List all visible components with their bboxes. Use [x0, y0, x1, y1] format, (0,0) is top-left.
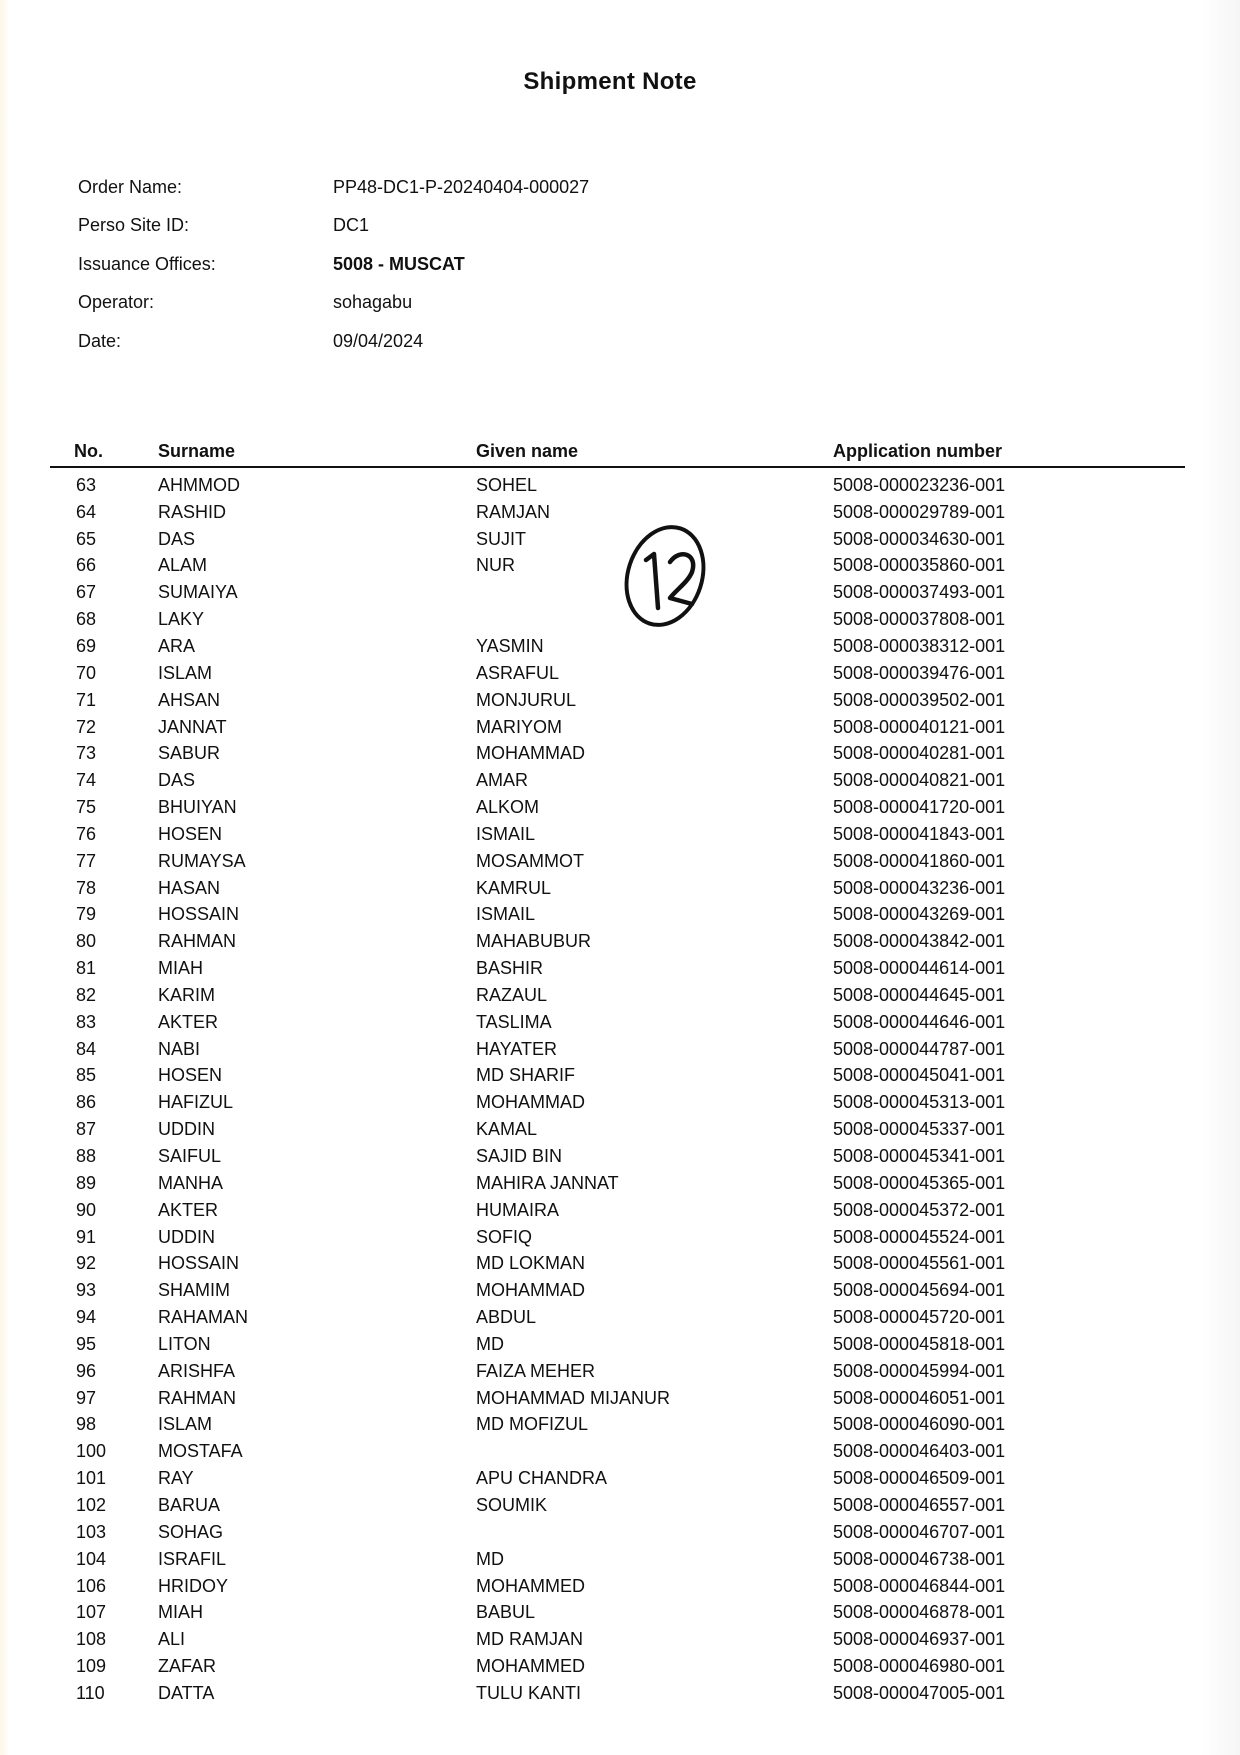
- cell-application-number: 5008-000046707-001: [833, 1521, 1006, 1542]
- cell-no: 93: [76, 1280, 97, 1301]
- cell-surname: ISRAFIL: [158, 1548, 227, 1569]
- cell-surname: MANHA: [158, 1172, 224, 1193]
- cell-no: 83: [76, 1011, 97, 1032]
- cell-no: 76: [76, 823, 97, 844]
- cell-application-number: 5008-000046878-001: [833, 1602, 1006, 1623]
- cell-surname: ARISHFA: [158, 1360, 236, 1381]
- table-row: [50, 902, 1185, 929]
- cell-no: 92: [76, 1253, 97, 1274]
- meta-row: [78, 168, 589, 207]
- cell-surname: ARA: [158, 635, 196, 656]
- cell-surname: RAHMAN: [158, 1387, 237, 1408]
- cell-no: 88: [76, 1146, 97, 1167]
- cell-no: 72: [76, 716, 97, 737]
- cell-no: 96: [76, 1360, 97, 1381]
- cell-given-name: TASLIMA: [476, 1011, 552, 1032]
- cell-application-number: 5008-000046090-001: [833, 1414, 1006, 1435]
- cell-application-number: 5008-000041720-001: [833, 797, 1006, 818]
- cell-no: 97: [76, 1387, 97, 1408]
- cell-given-name: ASRAFUL: [476, 662, 560, 683]
- cell-given-name: MD RAMJAN: [476, 1629, 583, 1650]
- cell-given-name: MOHAMMAD: [476, 1280, 585, 1301]
- cell-no: 69: [76, 635, 97, 656]
- handwritten-digit-2: [670, 554, 693, 604]
- cell-surname: ISLAM: [158, 662, 213, 683]
- meta-value: DC1: [333, 215, 370, 236]
- table-row: [50, 767, 1185, 794]
- table-row: [50, 1412, 1185, 1439]
- table-row: [50, 1224, 1185, 1251]
- table-row: [50, 1519, 1185, 1546]
- cell-surname: MOSTAFA: [158, 1441, 243, 1462]
- cell-no: 106: [76, 1575, 107, 1596]
- table-row: [50, 955, 1185, 982]
- cell-given-name: HAYATER: [476, 1038, 558, 1059]
- table-row: [50, 1358, 1185, 1385]
- cell-application-number: 5008-000023236-001: [833, 474, 1006, 495]
- cell-application-number: 5008-000037808-001: [833, 609, 1006, 630]
- cell-no: 102: [76, 1494, 107, 1515]
- cell-surname: HOSSAIN: [158, 904, 240, 925]
- cell-surname: BARUA: [158, 1494, 221, 1515]
- cell-given-name: NUR: [476, 555, 515, 576]
- cell-application-number: 5008-000045337-001: [833, 1119, 1006, 1140]
- table-row: [50, 1277, 1185, 1304]
- meta-value: sohagabu: [333, 292, 413, 313]
- meta-value: 5008 - MUSCAT: [333, 253, 465, 274]
- cell-application-number: 5008-000046738-001: [833, 1548, 1006, 1569]
- cell-given-name: MOHAMMAD MIJANUR: [476, 1387, 670, 1408]
- cell-no: 100: [76, 1441, 107, 1462]
- meta-label: Operator:: [78, 292, 155, 313]
- cell-given-name: ISMAIL: [476, 904, 536, 925]
- table-row: [50, 1599, 1185, 1626]
- cell-given-name: KAMAL: [476, 1119, 538, 1140]
- header-no: No.: [74, 441, 103, 461]
- cell-no: 87: [76, 1119, 97, 1140]
- cell-no: 70: [76, 662, 97, 683]
- cell-no: 90: [76, 1199, 97, 1220]
- cell-application-number: 5008-000046844-001: [833, 1575, 1006, 1596]
- cell-surname: HAFIZUL: [158, 1092, 234, 1113]
- cell-application-number: 5008-000043236-001: [833, 877, 1006, 898]
- table-row: [50, 472, 1185, 499]
- cell-application-number: 5008-000044645-001: [833, 984, 1006, 1005]
- meta-label: Order Name:: [78, 176, 183, 197]
- document-title: Shipment Note: [523, 68, 697, 95]
- table-row: [50, 875, 1185, 902]
- table-row: [50, 1143, 1185, 1170]
- cell-surname: LITON: [158, 1333, 211, 1354]
- cell-application-number: 5008-000046937-001: [833, 1629, 1006, 1650]
- cell-application-number: 5008-000043269-001: [833, 904, 1006, 925]
- meta-label: Issuance Offices:: [78, 253, 216, 274]
- cell-surname: HOSEN: [158, 1065, 223, 1086]
- cell-surname: ALAM: [158, 555, 208, 576]
- cell-given-name: MD: [476, 1548, 504, 1569]
- cell-given-name: YASMIN: [476, 635, 544, 656]
- cell-surname: RASHID: [158, 501, 227, 522]
- cell-given-name: MARIYOM: [476, 716, 563, 737]
- cell-application-number: 5008-000040281-001: [833, 743, 1006, 764]
- cell-given-name: SOUMIK: [476, 1494, 548, 1515]
- cell-surname: RUMAYSA: [158, 850, 246, 871]
- cell-no: 110: [76, 1682, 105, 1703]
- cell-surname: RAY: [158, 1468, 194, 1489]
- table-row: [50, 553, 1185, 580]
- cell-application-number: 5008-000046403-001: [833, 1441, 1006, 1462]
- cell-application-number: 5008-000044787-001: [833, 1038, 1006, 1059]
- cell-application-number: 5008-000045041-001: [833, 1065, 1006, 1086]
- cell-given-name: SUJIT: [476, 528, 527, 549]
- table-row: [50, 579, 1185, 606]
- table-row: [50, 740, 1185, 767]
- cell-surname: SUMAIYA: [158, 582, 238, 603]
- table-row: [50, 982, 1185, 1009]
- table-row: [50, 1116, 1185, 1143]
- cell-application-number: 5008-000046557-001: [833, 1494, 1006, 1515]
- meta-label: Perso Site ID:: [78, 215, 190, 236]
- table-row: [50, 1546, 1185, 1573]
- cell-no: 80: [76, 931, 97, 952]
- table-row: [50, 1385, 1185, 1412]
- cell-no: 104: [76, 1548, 107, 1569]
- cell-no: 84: [76, 1038, 97, 1059]
- table-row: [50, 928, 1185, 955]
- cell-no: 107: [76, 1602, 107, 1623]
- cell-application-number: 5008-000039476-001: [833, 662, 1006, 683]
- cell-surname: UDDIN: [158, 1226, 215, 1247]
- cell-surname: MIAH: [158, 1602, 203, 1623]
- cell-application-number: 5008-000038312-001: [833, 635, 1006, 656]
- cell-given-name: MD LOKMAN: [476, 1253, 586, 1274]
- meta-row: [78, 207, 589, 246]
- cell-no: 86: [76, 1092, 97, 1113]
- cell-application-number: 5008-000045365-001: [833, 1172, 1006, 1193]
- cell-surname: SAIFUL: [158, 1146, 222, 1167]
- cell-no: 81: [76, 958, 97, 979]
- handwritten-circled-number: [620, 520, 710, 632]
- cell-given-name: MOHAMMAD: [476, 743, 585, 764]
- cell-no: 73: [76, 743, 97, 764]
- cell-no: 78: [76, 877, 97, 898]
- table-body: [50, 468, 1185, 1707]
- cell-surname: AHMMOD: [158, 474, 240, 495]
- cell-no: 64: [76, 501, 97, 522]
- cell-no: 79: [76, 904, 97, 925]
- header-given-name: Given name: [476, 441, 579, 461]
- table-row: [50, 1626, 1185, 1653]
- cell-surname: UDDIN: [158, 1119, 215, 1140]
- cell-surname: AKTER: [158, 1011, 219, 1032]
- cell-given-name: MOHAMMED: [476, 1656, 585, 1677]
- cell-application-number: 5008-000039502-001: [833, 689, 1006, 710]
- cell-no: 103: [76, 1521, 107, 1542]
- cell-application-number: 5008-000047005-001: [833, 1682, 1006, 1703]
- table-row: [50, 1573, 1185, 1600]
- cell-given-name: HUMAIRA: [476, 1199, 560, 1220]
- cell-surname: SABUR: [158, 743, 221, 764]
- cell-surname: SOHAG: [158, 1521, 224, 1542]
- cell-surname: HASAN: [158, 877, 221, 898]
- cell-surname: HOSSAIN: [158, 1253, 240, 1274]
- table-row: [50, 848, 1185, 875]
- cell-no: 108: [76, 1629, 107, 1650]
- table-row: [50, 1250, 1185, 1277]
- table-row: [50, 1304, 1185, 1331]
- table-row: [50, 1680, 1185, 1707]
- cell-surname: ISLAM: [158, 1414, 213, 1435]
- cell-given-name: KAMRUL: [476, 877, 552, 898]
- table-row: [50, 499, 1185, 526]
- cell-application-number: 5008-000046509-001: [833, 1468, 1006, 1489]
- cell-application-number: 5008-000037493-001: [833, 582, 1006, 603]
- cell-surname: NABI: [158, 1038, 201, 1059]
- cell-surname: DAS: [158, 528, 196, 549]
- cell-no: 98: [76, 1414, 97, 1435]
- cell-given-name: MD SHARIF: [476, 1065, 575, 1086]
- table-row: [50, 1653, 1185, 1680]
- cell-surname: LAKY: [158, 609, 205, 630]
- table-row: [50, 1331, 1185, 1358]
- cell-application-number: 5008-000029789-001: [833, 501, 1006, 522]
- cell-given-name: AMAR: [476, 770, 529, 791]
- cell-given-name: BASHIR: [476, 958, 544, 979]
- table-row: [50, 821, 1185, 848]
- meta-label: Date:: [78, 330, 122, 351]
- cell-application-number: 5008-000045818-001: [833, 1333, 1006, 1354]
- table-row: [50, 633, 1185, 660]
- header-application-number: Application number: [833, 441, 1003, 461]
- cell-given-name: SOFIQ: [476, 1226, 533, 1247]
- cell-no: 82: [76, 984, 97, 1005]
- cell-no: 89: [76, 1172, 97, 1193]
- cell-given-name: BABUL: [476, 1602, 536, 1623]
- cell-no: 74: [76, 770, 97, 791]
- cell-surname: RAHAMAN: [158, 1307, 249, 1328]
- table-row: [50, 1036, 1185, 1063]
- cell-no: 75: [76, 797, 97, 818]
- cell-given-name: MD MOFIZUL: [476, 1414, 588, 1435]
- table-row: [50, 714, 1185, 741]
- table-row: [50, 1089, 1185, 1116]
- cell-no: 91: [76, 1226, 97, 1247]
- cell-application-number: 5008-000045720-001: [833, 1307, 1006, 1328]
- cell-application-number: 5008-000044614-001: [833, 958, 1006, 979]
- cell-application-number: 5008-000045341-001: [833, 1146, 1006, 1167]
- cell-given-name: FAIZA MEHER: [476, 1360, 596, 1381]
- table-row: [50, 1465, 1185, 1492]
- cell-given-name: APU CHANDRA: [476, 1468, 608, 1489]
- meta-value: PP48-DC1-P-20240404-000027: [333, 176, 590, 197]
- cell-application-number: 5008-000045694-001: [833, 1280, 1006, 1301]
- cell-given-name: RAZAUL: [476, 984, 548, 1005]
- cell-surname: DATTA: [158, 1682, 215, 1703]
- cell-application-number: 5008-000035860-001: [833, 555, 1006, 576]
- cell-surname: AHSAN: [158, 689, 221, 710]
- cell-application-number: 5008-000040821-001: [833, 770, 1006, 791]
- meta-row: [78, 322, 589, 361]
- cell-no: 109: [76, 1656, 107, 1677]
- cell-application-number: 5008-000040121-001: [833, 716, 1006, 737]
- cell-application-number: 5008-000045313-001: [833, 1092, 1006, 1113]
- table-row: [50, 606, 1185, 633]
- cell-application-number: 5008-000046051-001: [833, 1387, 1006, 1408]
- cell-application-number: 5008-000041843-001: [833, 823, 1006, 844]
- cell-surname: RAHMAN: [158, 931, 237, 952]
- cell-surname: ZAFAR: [158, 1656, 217, 1677]
- order-details: [78, 168, 589, 361]
- cell-surname: KARIM: [158, 984, 216, 1005]
- table-row: [50, 526, 1185, 553]
- cell-no: 68: [76, 609, 97, 630]
- cell-no: 66: [76, 555, 97, 576]
- cell-given-name: RAMJAN: [476, 501, 551, 522]
- cell-application-number: 5008-000041860-001: [833, 850, 1006, 871]
- cell-given-name: MAHABUBUR: [476, 931, 592, 952]
- cell-application-number: 5008-000045372-001: [833, 1199, 1006, 1220]
- cell-no: 71: [76, 689, 97, 710]
- cell-surname: DAS: [158, 770, 196, 791]
- table-row: [50, 1009, 1185, 1036]
- table-row: [50, 794, 1185, 821]
- cell-no: 65: [76, 528, 97, 549]
- cell-given-name: MOSAMMOT: [476, 850, 584, 871]
- cell-no: 94: [76, 1307, 97, 1328]
- cell-given-name: ISMAIL: [476, 823, 536, 844]
- table-row: [50, 1438, 1185, 1465]
- cell-given-name: SAJID BIN: [476, 1146, 563, 1167]
- table-row: [50, 1170, 1185, 1197]
- cell-given-name: SOHEL: [476, 474, 538, 495]
- table-row: [50, 1063, 1185, 1090]
- cell-surname: ALI: [158, 1629, 186, 1650]
- cell-given-name: MONJURUL: [476, 689, 577, 710]
- cell-no: 85: [76, 1065, 97, 1086]
- cell-given-name: ABDUL: [476, 1307, 537, 1328]
- cell-application-number: 5008-000045561-001: [833, 1253, 1006, 1274]
- cell-surname: HRIDOY: [158, 1575, 229, 1596]
- cell-given-name: MD: [476, 1333, 504, 1354]
- cell-no: 67: [76, 582, 97, 603]
- cell-no: 77: [76, 850, 97, 871]
- cell-application-number: 5008-000046980-001: [833, 1656, 1006, 1677]
- table-row: [50, 687, 1185, 714]
- cell-application-number: 5008-000045524-001: [833, 1226, 1006, 1247]
- table-row: [50, 1197, 1185, 1224]
- cell-surname: BHUIYAN: [158, 797, 237, 818]
- meta-row: [78, 284, 589, 323]
- table-row: [50, 1492, 1185, 1519]
- cell-surname: AKTER: [158, 1199, 219, 1220]
- cell-given-name: MOHAMMAD: [476, 1092, 585, 1113]
- cell-given-name: MOHAMMED: [476, 1575, 585, 1596]
- cell-given-name: MAHIRA JANNAT: [476, 1172, 619, 1193]
- table-header: [50, 432, 1185, 468]
- meta-value: 09/04/2024: [333, 330, 424, 351]
- handwritten-circle: [620, 520, 710, 632]
- cell-surname: JANNAT: [158, 716, 227, 737]
- cell-no: 101: [76, 1468, 107, 1489]
- handwritten-digit-1: [646, 554, 658, 608]
- cell-surname: SHAMIM: [158, 1280, 230, 1301]
- cell-application-number: 5008-000045994-001: [833, 1360, 1006, 1381]
- header-surname: Surname: [158, 441, 236, 461]
- cell-application-number: 5008-000043842-001: [833, 931, 1006, 952]
- shipment-table: [50, 432, 1185, 1707]
- cell-application-number: 5008-000044646-001: [833, 1011, 1006, 1032]
- cell-surname: MIAH: [158, 958, 203, 979]
- cell-given-name: TULU KANTI: [476, 1682, 582, 1703]
- cell-surname: HOSEN: [158, 823, 223, 844]
- meta-row: [78, 245, 589, 284]
- cell-given-name: ALKOM: [476, 797, 540, 818]
- cell-no: 63: [76, 474, 97, 495]
- cell-no: 95: [76, 1333, 97, 1354]
- table-row: [50, 660, 1185, 687]
- cell-application-number: 5008-000034630-001: [833, 528, 1006, 549]
